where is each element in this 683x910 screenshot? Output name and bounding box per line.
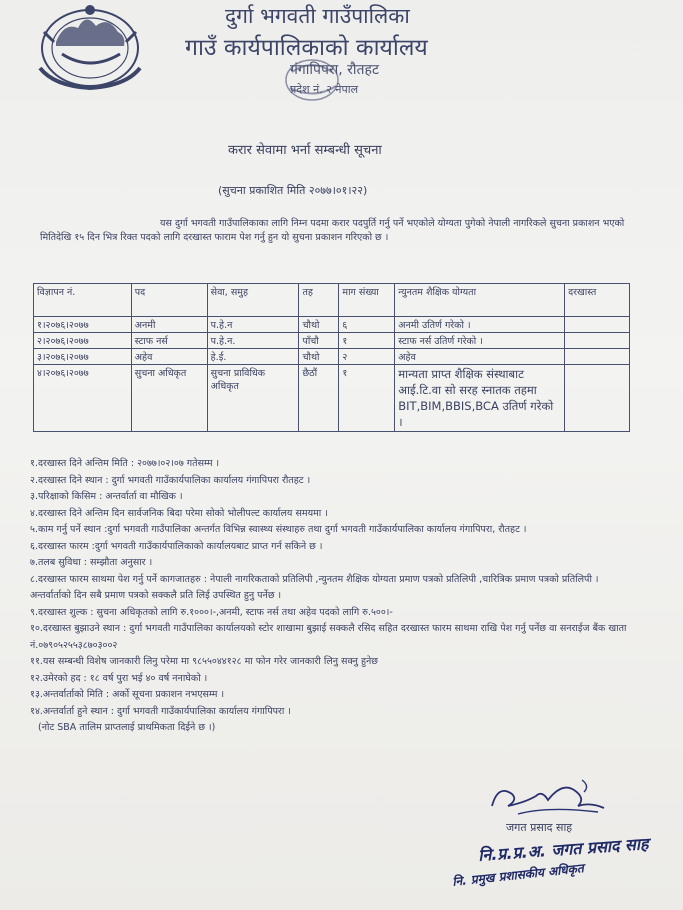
table-cell — [565, 317, 630, 333]
list-item: १४.अन्तर्वार्ता हुने स्थान : दुर्गा भगवती गाउँकार्यपालिका कार्यालय गंगापिपरा । — [30, 705, 291, 717]
table-cell: ३।२०७६।२०७७ — [34, 349, 132, 365]
header-demand-count: माग संख्या — [339, 284, 395, 317]
list-item: १०.दरखास्त बुझाउने स्थान : दुर्गा भगवती गाउँपालिका कार्यालयको स्टोर शाखामा बुझाई सक्कलै रसिद सहित दरखास्त फारम साथमा राखि पेश गर्नु पर्नेछ वा सनराईज बैंक खाता नं.०७९०५२५५३८७०३००२ — [30, 623, 627, 651]
province-line: प्रदेश नं. २ नेपाल — [290, 83, 359, 96]
table-cell — [565, 365, 630, 432]
table-cell: २ — [339, 349, 395, 365]
table-cell: ६ — [339, 317, 395, 333]
list-item: ६.दरखास्त फारम :दुर्गा भगवती गाउँकार्यपालिकाको कार्यालयबाट प्राप्त गर्न सकिने छ । — [30, 540, 323, 552]
conditions-list — [30, 456, 640, 737]
signatory-name: जगत प्रसाद साह — [506, 821, 573, 834]
list-item: १.दरखास्त दिने अन्तिम मिति : २०७७।०२।०७ गतेसम्म । — [30, 458, 220, 469]
list-item: ४.दरखास्त दिने अन्तिम दिन सार्वजनिक बिदा परेमा सोको भोलीपल्ट कार्यालय समयमा । — [30, 507, 328, 519]
signatory-title-stamp: नि. प्रमुख प्रशासकीय अधिकृत — [451, 861, 585, 889]
list-item: ५.काम गर्नु पर्ने स्थान :दुर्गा भगवती गाउँपालिका अन्तर्गत विभिन्न स्वास्थ्य संस्थाहरु तथा दुर्गा भगवती गाउँकार्यपालिका कार्यालय गंगापिपरा, रौतहट । — [30, 524, 527, 535]
list-item: ३.परिक्षाको किसिम : अन्तर्वार्ता वा मौखिक । — [30, 491, 183, 502]
table-cell: सुचना प्राविधिक अधिकृत — [207, 365, 299, 432]
list-item: ८.दरखास्त फारम साथमा पेश गर्नु पर्ने कागजातहरु : नेपाली नागरिकताको प्रतिलिपी ,न्युनतम शैक्षिक योग्यता प्रमाण पत्रको प्रतिलिपी ,चारित्रिक प्रमाण पत्रको प्रतिलिपी । अन्तर्वार्ताको दिन सबै प्रमाण पत्रको सक्कलै प्रति लिई उपस्थित हुनु पर्नेछ । — [30, 573, 599, 601]
header-min-qualification: न्युनतम शैक्षिक योग्यता — [395, 284, 565, 317]
list-item: ९.दरखास्त शुल्क : सुचना अधिकृतको लागि रु.१०००।-,अनमी, स्टाफ नर्स तथा अहेव पदको लागि रु.५००।- — [30, 606, 393, 618]
municipality-logo-icon — [34, 2, 146, 90]
table-cell: ४।२०७६।२०७७ — [34, 365, 132, 432]
table-cell: सुचना अधिकृत — [131, 365, 207, 432]
table-row — [34, 317, 630, 333]
table-cell: स्टाफ नर्स — [131, 333, 207, 349]
table-cell: हे.ई. — [207, 349, 299, 365]
signatory-stamp: नि.प्र.प्र.अ. जगत प्रसाद साह — [477, 834, 649, 865]
table-cell: चौथो — [299, 317, 339, 333]
table-cell: मान्यता प्राप्त शैक्षिक संस्थाबाट आई.टि.वा सो सरह स्नातक तहमा BIT,BIM,BBIS,BCA उतिर्ण गरेको । — [395, 365, 565, 432]
table-row — [34, 333, 630, 349]
table-cell: अनमी उतिर्ण गरेको । — [395, 317, 565, 333]
office-name: गाउँ कार्यपालिकाको कार्यालय — [185, 35, 428, 61]
table-cell — [565, 333, 630, 349]
table-row — [34, 349, 630, 365]
table-cell: १ — [339, 365, 395, 432]
table-cell: प.हे.न — [207, 317, 299, 333]
table-cell: १।२०७६।२०७७ — [34, 317, 132, 333]
table-cell: १ — [339, 333, 395, 349]
header-level: तह — [299, 284, 339, 317]
list-item: ७.तलब सुविधा : सम्झौता अनुसार । — [30, 557, 153, 568]
municipality-name: दुर्गा भगवती गाउँपालिका — [225, 4, 410, 28]
header-application: दरखास्त — [565, 284, 630, 317]
table-cell: अहेव — [395, 349, 565, 365]
header-service-group: सेवा, समुह — [207, 284, 299, 317]
header-post: पद — [131, 284, 207, 317]
table-cell: स्टाफ नर्स उतिर्ण गरेको । — [395, 333, 565, 349]
publication-date: (सुचना प्रकाशित मिति २०७७।०१।२२) — [218, 184, 368, 197]
list-item: १२.उमेरको हद : १८ वर्ष पुरा भई ४० वर्ष ननाघेको । — [30, 672, 208, 684]
table-header-row — [34, 284, 630, 317]
note-item: (नोट SBA तालिम प्राप्तलाई प्राथमिकता दिईने छ ।) — [38, 722, 216, 733]
table-cell: पाँचौ — [299, 333, 339, 349]
header-ad-no: विज्ञापन नं. — [34, 284, 132, 317]
list-item: १३.अन्तर्वार्ताको मिति : अर्को सूचना प्रकाशन नभएसम्म । — [30, 689, 225, 700]
list-item: ११.यस सम्बन्धी विशेष जानकारी लिनु परेमा मा ९८५५०४४१२८ मा फोन गरेर जानकारी लिनु सक्नु हुनेछ — [30, 656, 378, 667]
notice-title: करार सेवामा भर्ना सम्बन्धी सूचना — [228, 143, 382, 158]
vacancy-table — [33, 283, 630, 432]
table-cell: छैठौं — [299, 365, 339, 432]
office-location: गंगापिपरा, रौतहट — [290, 62, 379, 78]
table-cell: २।२०७६।२०७७ — [34, 333, 132, 349]
notice-intro: यस दुर्गा भगवती गाउँपालिकाका लागि निम्न पदमा करार पदपुर्ति गर्नु पर्ने भएकोले योग्यता पुगेको नेपाली नागरिकले सुचना प्रकाशन भएको मितिदेखि १५ दिन भित्र रिक्त पदको लागि दरखास्त फाराम पेश गर्नु हुन यो सुचना प्रकाशन गरिएको छ । — [40, 218, 625, 243]
table-cell: अहेव — [131, 349, 207, 365]
table-row — [34, 365, 630, 432]
table-cell: अनमी — [131, 317, 207, 333]
table-cell: प.हे.न. — [207, 333, 299, 349]
list-item: २.दरखास्त दिने स्थान : दुर्गा भगवती गाउँकार्यपालिका कार्यालय गंगापिपरा रौतहट । — [30, 474, 311, 486]
table-cell: चौथो — [299, 349, 339, 365]
handwritten-signature-icon — [478, 776, 618, 824]
table-cell — [565, 349, 630, 365]
